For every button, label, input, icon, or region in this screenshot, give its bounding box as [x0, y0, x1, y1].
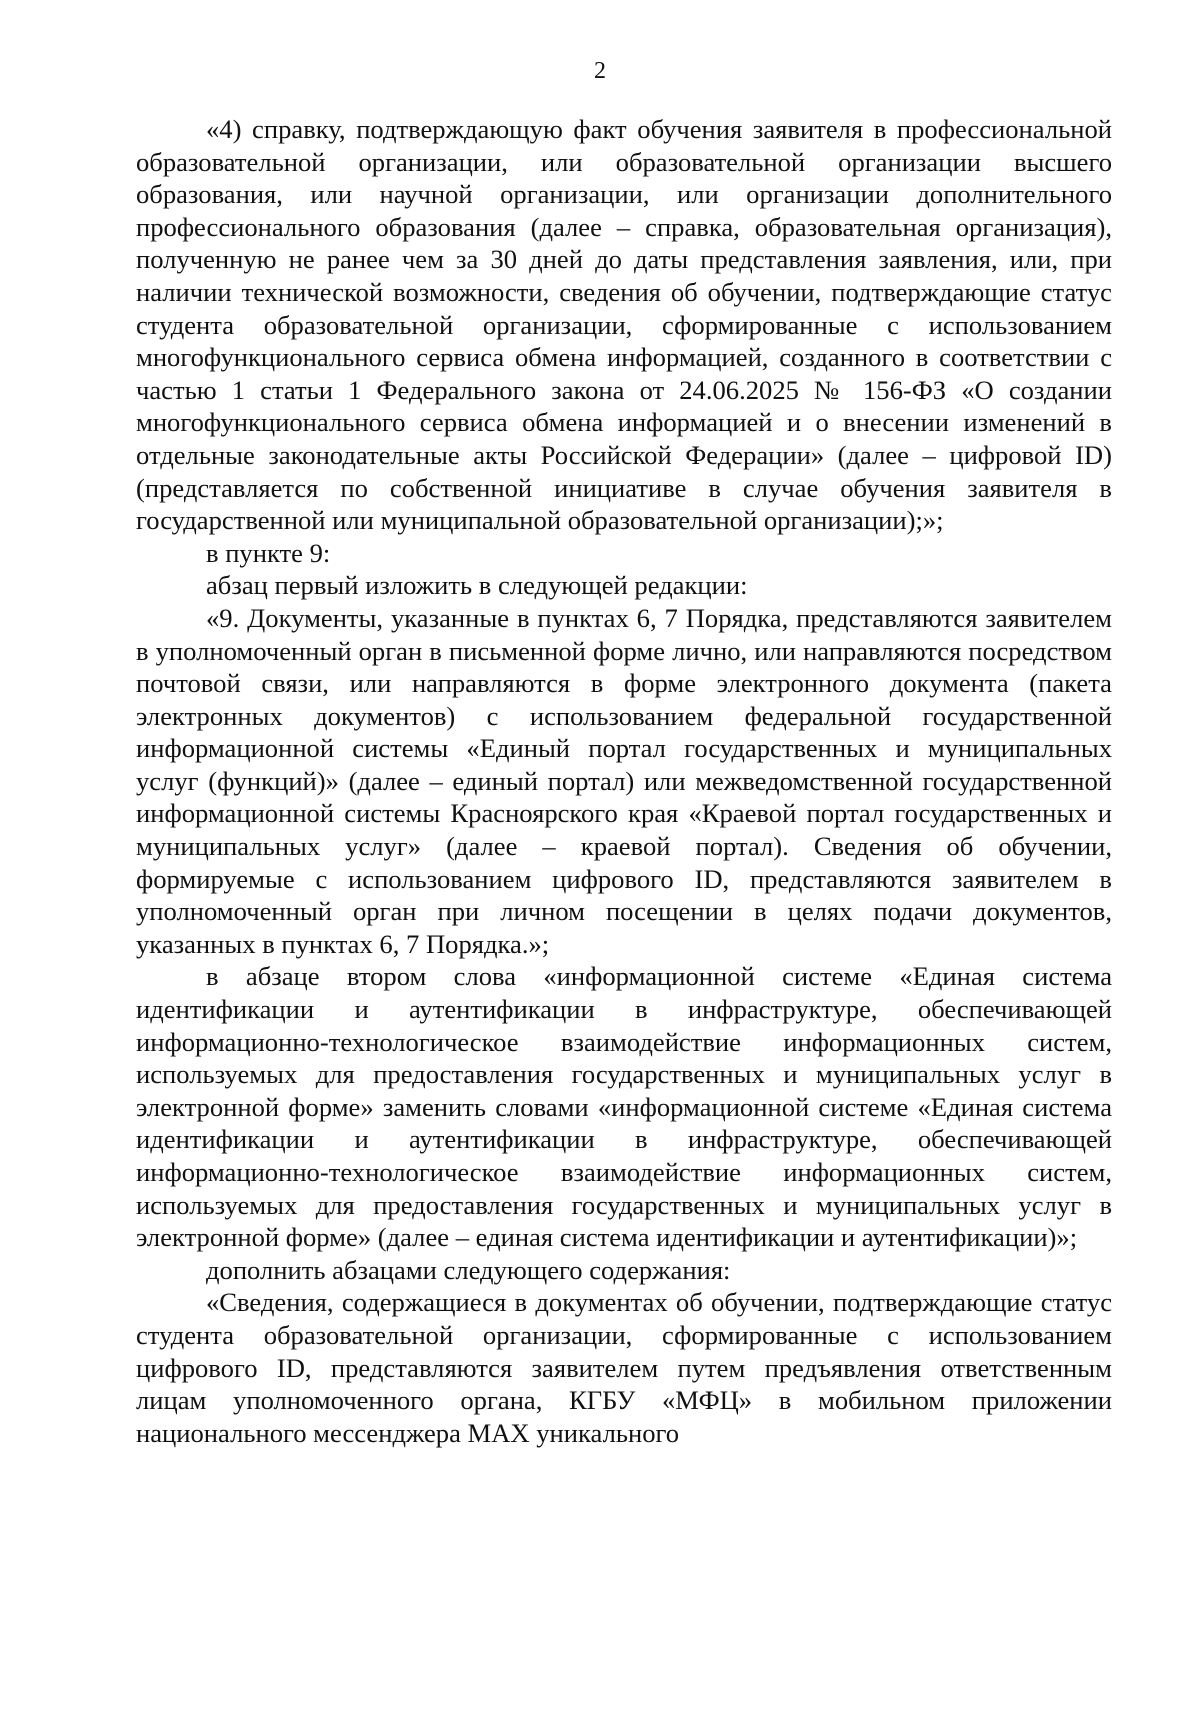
paragraph-item-4-certificate: «4) справку, подтверждающую факт обучения заявителя в профессиональной образовательной организации, или образовательной организации высшего образования, или научной организации, или организации дополнительного профессионального образования (далее – справка, образовательная организация), полученную не ранее чем за 30 дней до даты представления заявления, или, при наличии технической возможности, сведения об обучении, подтверждающие статус студента образовательной организации, сформированные с использованием многофункционального сервиса обмена информацией, созданного в соответствии с частью 1 статьи 1 Федерального закона от 24.06.2025 № 156-ФЗ «О создании многофункционального сервиса обмена информацией и о внесении изменений в отдельные законодательные акты Российской Федерации» (далее – цифровой ID) (представляется по собственной инициативе в случае обучения заявителя в государственной или муниципальной образовательной организации);»; — [136, 114, 1112, 536]
paragraph-student-status-info: «Сведения, содержащиеся в документах об обучении, подтверждающие статус студента образовательной организации, сформированные с использованием цифрового ID, представляются заявителем путем предъявления ответственным лицам уполномоченного органа, КГБУ «МФЦ» в мобильном приложении национального мессенджера MAX уникального — [136, 1287, 1112, 1448]
document-body — [136, 113, 1112, 1449]
page-number: 2 — [594, 58, 606, 84]
paragraph-first-abzac-edit: абзац первый изложить в следующей редакции: — [206, 570, 748, 601]
paragraph-second-abzac-replace: в абзаце втором слова «информационной системе «Единая система идентификации и аутентификации в инфраструктуре, обеспечивающей информационно-технологическое взаимодействие информационных систем, используемых для предоставления государственных и муниципальных услуг в электронной форме» заменить словами «информационной системе «Единая система идентификации и аутентификации в инфраструктуре, обеспечивающей информационно-технологическое взаимодействие информационных систем, используемых для предоставления государственных и муниципальных услуг в электронной форме» (далее – единая система идентификации и аутентификации)»; — [136, 961, 1112, 1253]
paragraph-item-9-documents: «9. Документы, указанные в пунктах 6, 7 Порядка, представляются заявителем в уполномоченный орган в письменной форме лично, или направляются посредством почтовой связи, или направляются в форме электронного документа (пакета электронных документов) с использованием федеральной государственной информационной системы «Единый портал государственных и муниципальных услуг (функций)» (далее – единый портал) или межведомственной государственной информационной системы Красноярского края «Краевой портал государственных и муниципальных услуг» (далее – краевой портал). Сведения об обучении, формируемые с использованием цифрового ID, представляются заявителем в уполномоченный орган при личном посещении в целях подачи документов, указанных в пунктах 6, 7 Порядка.»; — [136, 602, 1112, 959]
paragraph-point-9: в пункте 9: — [206, 537, 331, 568]
paragraph-add-abzacs: дополнить абзацами следующего содержания: — [206, 1254, 731, 1285]
